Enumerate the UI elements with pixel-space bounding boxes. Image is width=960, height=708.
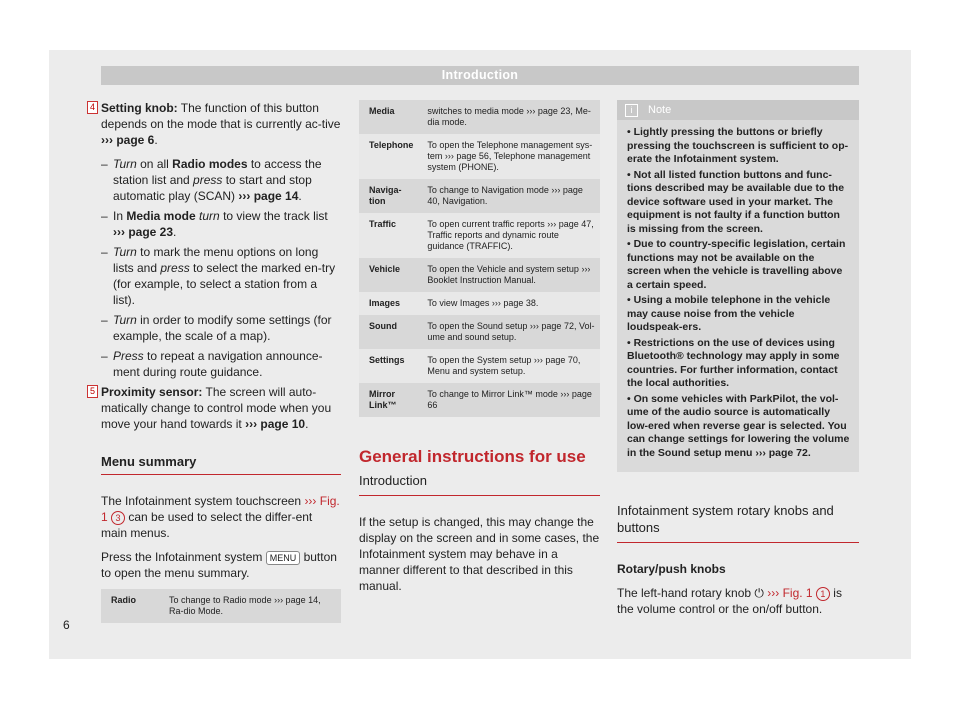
section-title: Introduction bbox=[359, 473, 600, 496]
paragraph bbox=[617, 585, 859, 617]
t: The left-hand rotary knob bbox=[617, 586, 755, 600]
column-left bbox=[89, 100, 341, 623]
subheading: Rotary/push knobs bbox=[617, 562, 726, 576]
t: The Infotainment system touchscreen bbox=[101, 494, 305, 508]
menu-key: Naviga-tion bbox=[369, 185, 402, 206]
menu-desc: To open the Vehicle and system setup ››› Booklet Instruction Manual. bbox=[427, 264, 591, 285]
t: In bbox=[113, 209, 127, 223]
t: to access the station list and bbox=[113, 157, 322, 187]
menu-key: Traffic bbox=[369, 219, 397, 229]
page-header: Introduction bbox=[101, 66, 859, 85]
punct: . bbox=[154, 133, 158, 147]
dash-item bbox=[101, 348, 341, 380]
menu-key: Sound bbox=[369, 321, 397, 331]
bullet-icon: • bbox=[627, 238, 634, 250]
menu-key: Vehicle bbox=[369, 264, 401, 274]
item-label: Setting knob: bbox=[101, 101, 178, 115]
menu-table bbox=[359, 100, 600, 417]
t: to view the track list bbox=[219, 209, 328, 223]
column-right bbox=[617, 100, 859, 625]
figure-link[interactable]: ››› Fig. 1 bbox=[763, 586, 813, 600]
t: turn bbox=[199, 209, 220, 223]
page-link[interactable]: ››› page 6 bbox=[101, 133, 155, 147]
callout-number: 1 bbox=[816, 587, 830, 601]
table-row bbox=[359, 383, 600, 417]
bullet-icon: • bbox=[627, 336, 634, 349]
table-row bbox=[359, 292, 600, 315]
menu-desc: To open the Sound setup ››› page 72, Vol-ume and sound setup. bbox=[427, 321, 595, 342]
bullet-icon: • bbox=[627, 392, 634, 405]
bullet-text: Lightly pressing the buttons or briefly pressing the touchscreen is sufficient to op-erate the Infotainment system. bbox=[627, 126, 849, 165]
t: button to open the menu summary. bbox=[101, 550, 337, 580]
t: to repeat a navigation announce-ment during route guidance. bbox=[113, 349, 323, 379]
table-row bbox=[359, 134, 600, 179]
menu-key: Telephone bbox=[369, 140, 414, 150]
t: Radio modes bbox=[172, 157, 248, 171]
t: . bbox=[305, 417, 309, 431]
page-number: 6 bbox=[63, 618, 70, 632]
t: is the volume control or the on/off button. bbox=[617, 586, 842, 616]
t: Turn bbox=[113, 245, 137, 259]
column-middle bbox=[359, 100, 600, 602]
note-bullet bbox=[627, 393, 851, 461]
t: press bbox=[160, 261, 190, 275]
figure-link[interactable]: ››› Fig. 1 bbox=[101, 494, 340, 524]
note-bullet bbox=[627, 294, 851, 335]
menu-desc: To open current traffic reports ››› page 47, Traffic reports and dynamic route guidance (TRAFFIC). bbox=[427, 219, 594, 251]
note-bullet bbox=[627, 238, 851, 292]
dash-item bbox=[101, 244, 341, 308]
t: to mark the menu options on long lists and bbox=[113, 245, 319, 275]
paragraph: If the setup is changed, this may change the display on the screen and in some cases, the Infotainment system may behave in a manner different to that described in this manual. bbox=[359, 515, 600, 593]
item-text: The screen will auto-matically change to control mode when you move your hand towards it bbox=[101, 385, 332, 431]
callout-number: 3 bbox=[111, 511, 125, 525]
table-row bbox=[101, 589, 341, 623]
note-box bbox=[617, 100, 859, 472]
item-label: Proximity sensor: bbox=[101, 385, 203, 399]
menu-key-icon: MENU bbox=[266, 551, 301, 565]
menu-key: Settings bbox=[369, 355, 405, 365]
t: . bbox=[173, 225, 177, 239]
item-setting-knob bbox=[89, 100, 341, 148]
bullet-text: Using a mobile telephone in the vehicle may cause noise from the vehicle loudspeak-ers. bbox=[627, 294, 831, 333]
bullet-text: Not all listed function buttons and func-tions described may be available due to the device software used in your market. The equipment is not faulty if a function button is missing from the screen. bbox=[627, 168, 845, 235]
dash-item bbox=[101, 312, 341, 344]
t: to start and stop automatic play (SCAN) bbox=[113, 173, 312, 203]
power-icon: ⏻ bbox=[754, 586, 764, 600]
paragraph bbox=[101, 493, 341, 541]
bullet-icon: • bbox=[627, 294, 634, 306]
t: press bbox=[193, 173, 223, 187]
t: Turn bbox=[113, 157, 137, 171]
t: Turn bbox=[113, 313, 137, 327]
menu-desc: To change to Radio mode ››› page 14, Ra-dio Mode. bbox=[169, 595, 321, 616]
t: Press the Infotainment system bbox=[101, 550, 266, 564]
page-link[interactable]: ››› page 14 bbox=[238, 189, 299, 203]
note-bullet bbox=[627, 169, 851, 237]
item-text: The function of this button depends on the mode that is currently ac-tive bbox=[101, 101, 341, 131]
table-row bbox=[359, 213, 600, 258]
menu-desc: To open the Telephone management sys-tem ››› page 56, Telephone management system (PHONE). bbox=[427, 140, 593, 172]
item-number-5: 5 bbox=[87, 385, 98, 398]
bullet-text: On some vehicles with ParkPilot, the vol-ume of the audio source is automatically low-ered when reverse gear is selected. You can change settings for lowering the volume in the Sound setup menu ››› page 72. bbox=[627, 392, 850, 459]
t: can be used to select the differ-ent main menus. bbox=[101, 510, 313, 540]
dash-item bbox=[101, 156, 341, 204]
chapter-title: General instructions for use bbox=[359, 447, 586, 466]
table-row bbox=[359, 100, 600, 134]
menu-desc: To open the System setup ››› page 70, Menu and system setup. bbox=[427, 355, 581, 376]
menu-key: Mirror Link™ bbox=[369, 389, 397, 410]
note-header bbox=[617, 100, 859, 120]
menu-key: Radio bbox=[111, 595, 137, 605]
note-title: Note bbox=[648, 104, 672, 116]
menu-key: Media bbox=[369, 106, 395, 116]
page-link[interactable]: ››› page 10 bbox=[245, 417, 306, 431]
t: to select the marked en-try (for example, to select a station from a list). bbox=[113, 261, 336, 307]
paragraph bbox=[101, 549, 341, 581]
table-row bbox=[359, 315, 600, 349]
bullet-text: Restrictions on the use of devices using Bluetooth® technology may apply in some countries. For further information, contact the local authorities. bbox=[627, 336, 840, 389]
menu-desc: To change to Mirror Link™ mode ››› page 66 bbox=[427, 389, 592, 410]
page-link[interactable]: ››› page 23 bbox=[113, 225, 174, 239]
menu-desc: To view Images ››› page 38. bbox=[427, 298, 539, 308]
bullet-icon: • bbox=[627, 168, 634, 181]
t: on all bbox=[136, 157, 173, 171]
info-icon: i bbox=[625, 104, 638, 117]
menu-desc: To change to Navigation mode ››› page 40, Navigation. bbox=[427, 185, 583, 206]
t: in order to modify some settings (for example, the scale of a map). bbox=[113, 313, 332, 343]
note-bullet bbox=[627, 337, 851, 391]
item-number-4: 4 bbox=[87, 101, 98, 114]
table-row bbox=[359, 179, 600, 213]
bullet-text: Due to country-specific legislation, certain functions may not be available on the screen when the vehicle is travelling above a certain speed. bbox=[627, 238, 846, 291]
note-bullet bbox=[627, 126, 851, 167]
menu-table-first bbox=[101, 589, 341, 623]
t: Media mode bbox=[126, 209, 196, 223]
menu-key: Images bbox=[369, 298, 401, 308]
note-body bbox=[617, 120, 859, 472]
t: . bbox=[298, 189, 302, 203]
t: Press bbox=[113, 349, 144, 363]
table-row bbox=[359, 349, 600, 383]
section-heading: Menu summary bbox=[101, 454, 341, 475]
item-proximity-sensor bbox=[89, 384, 341, 432]
bullet-icon: • bbox=[627, 126, 634, 138]
table-row bbox=[359, 258, 600, 292]
dash-item bbox=[101, 208, 341, 240]
menu-desc: switches to media mode ››› page 23, Me-dia mode. bbox=[427, 106, 591, 127]
section-title: Infotainment system rotary knobs and buttons bbox=[617, 502, 859, 543]
